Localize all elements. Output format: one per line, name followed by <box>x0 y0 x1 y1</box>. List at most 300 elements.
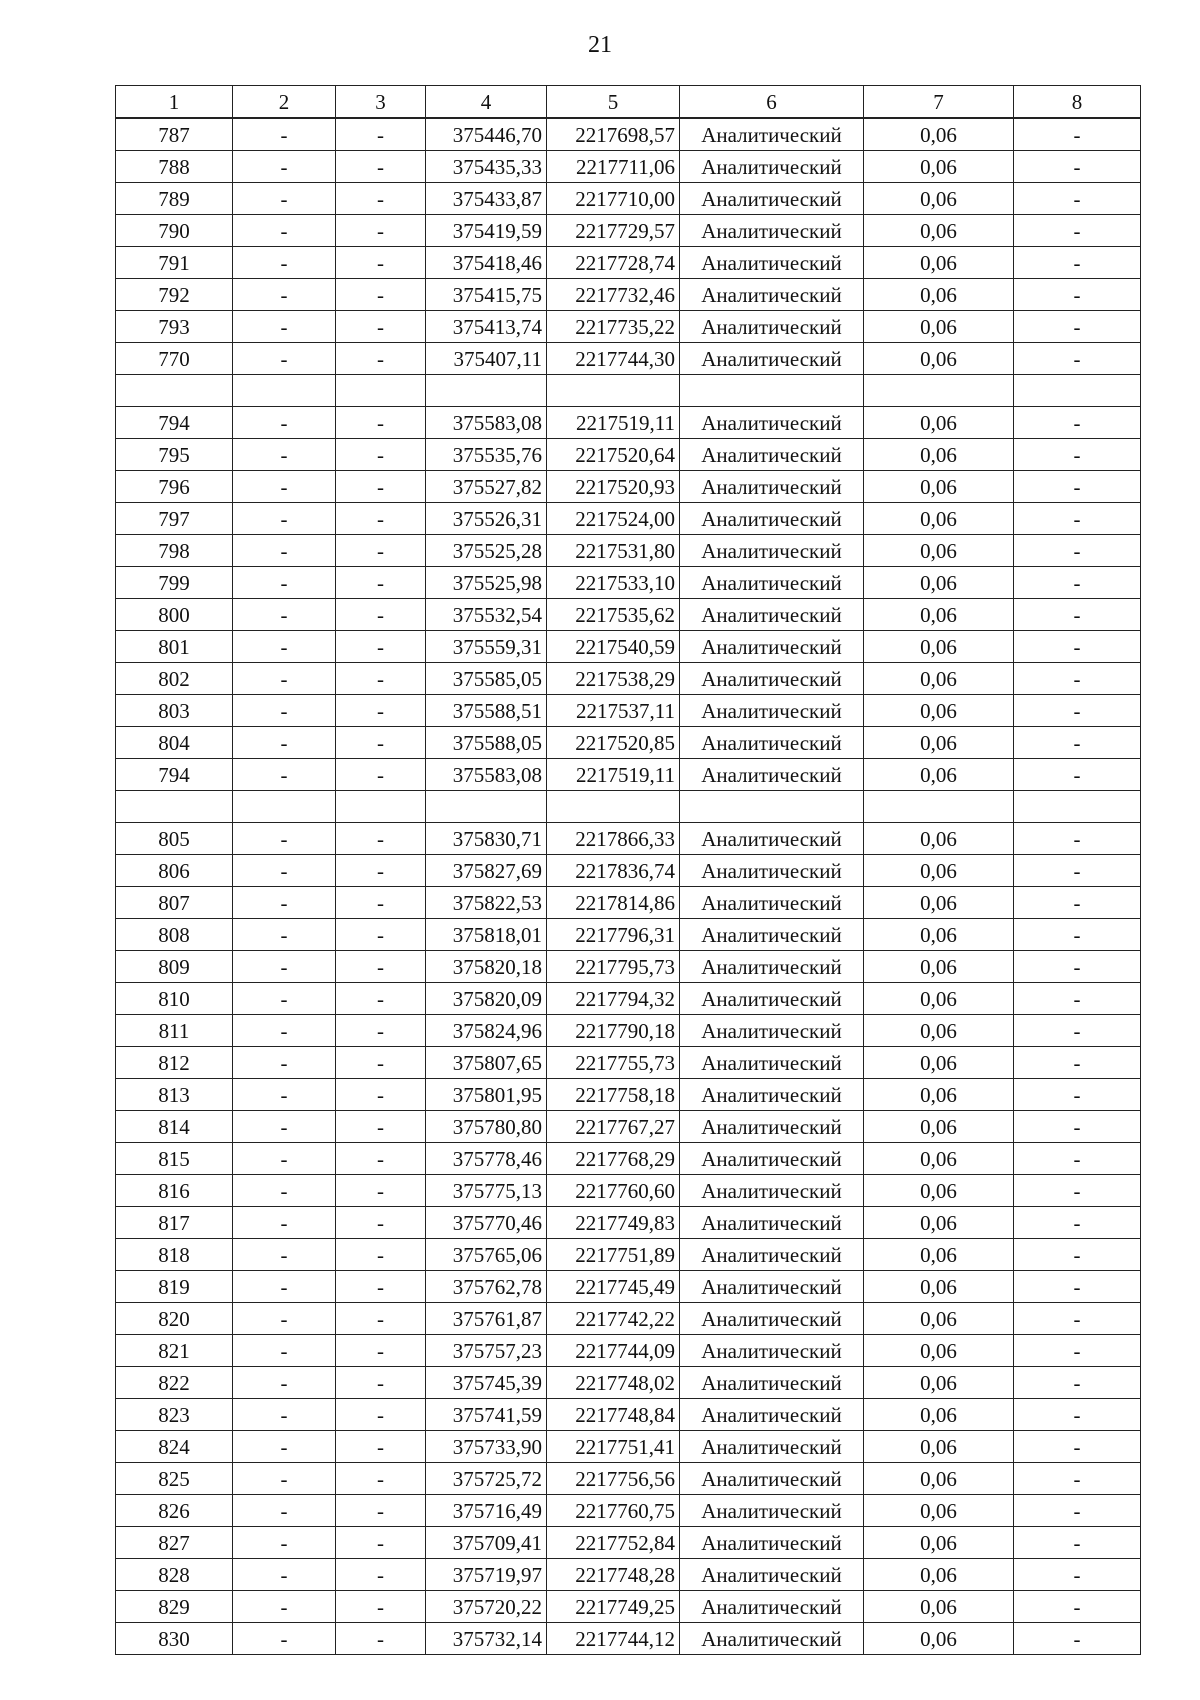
method-cell: Аналитический <box>680 1207 864 1239</box>
col8-cell: - <box>1014 407 1141 439</box>
point-number-cell: 813 <box>116 1079 233 1111</box>
y-coordinate-cell: 2217795,73 <box>547 951 680 983</box>
method-cell: Аналитический <box>680 1591 864 1623</box>
table-row <box>116 1047 1141 1079</box>
col3-cell: - <box>336 1207 426 1239</box>
col3-cell: - <box>336 1559 426 1591</box>
method-cell: Аналитический <box>680 951 864 983</box>
column-header: 5 <box>547 86 680 119</box>
y-coordinate-cell: 2217533,10 <box>547 567 680 599</box>
accuracy-cell: 0,06 <box>864 1623 1014 1655</box>
col2-cell: - <box>233 567 336 599</box>
col2-cell <box>233 375 336 407</box>
col3-cell: - <box>336 695 426 727</box>
point-number-cell: 795 <box>116 439 233 471</box>
col2-cell: - <box>233 215 336 247</box>
accuracy-cell: 0,06 <box>864 1143 1014 1175</box>
col8-cell: - <box>1014 1623 1141 1655</box>
accuracy-cell: 0,06 <box>864 1463 1014 1495</box>
x-coordinate-cell: 375820,18 <box>426 951 547 983</box>
col8-cell: - <box>1014 535 1141 567</box>
col3-cell: - <box>336 599 426 631</box>
col3-cell: - <box>336 151 426 183</box>
col3-cell: - <box>336 1335 426 1367</box>
col8-cell: - <box>1014 631 1141 663</box>
accuracy-cell: 0,06 <box>864 1527 1014 1559</box>
col2-cell: - <box>233 439 336 471</box>
col2-cell <box>233 791 336 823</box>
col3-cell: - <box>336 343 426 375</box>
col3-cell: - <box>336 407 426 439</box>
accuracy-cell: 0,06 <box>864 759 1014 791</box>
col8-cell: - <box>1014 1143 1141 1175</box>
col3-cell: - <box>336 663 426 695</box>
col8-cell: - <box>1014 1367 1141 1399</box>
table-row <box>116 1463 1141 1495</box>
point-number-cell: 827 <box>116 1527 233 1559</box>
point-number-cell: 808 <box>116 919 233 951</box>
col8-cell: - <box>1014 1591 1141 1623</box>
col2-cell: - <box>233 1495 336 1527</box>
y-coordinate-cell: 2217744,30 <box>547 343 680 375</box>
table-row <box>116 1591 1141 1623</box>
col3-cell: - <box>336 1303 426 1335</box>
accuracy-cell: 0,06 <box>864 343 1014 375</box>
table-row <box>116 1271 1141 1303</box>
col3-cell: - <box>336 1239 426 1271</box>
col2-cell: - <box>233 183 336 215</box>
accuracy-cell: 0,06 <box>864 1271 1014 1303</box>
table-row <box>116 1079 1141 1111</box>
point-number-cell: 794 <box>116 759 233 791</box>
table-row <box>116 983 1141 1015</box>
col3-cell <box>336 791 426 823</box>
y-coordinate-cell: 2217752,84 <box>547 1527 680 1559</box>
table-row <box>116 1495 1141 1527</box>
col8-cell: - <box>1014 1207 1141 1239</box>
x-coordinate-cell: 375709,41 <box>426 1527 547 1559</box>
col8-cell: - <box>1014 439 1141 471</box>
col8-cell: - <box>1014 1111 1141 1143</box>
point-number-cell: 800 <box>116 599 233 631</box>
x-coordinate-cell: 375807,65 <box>426 1047 547 1079</box>
y-coordinate-cell: 2217520,85 <box>547 727 680 759</box>
y-coordinate-cell: 2217535,62 <box>547 599 680 631</box>
point-number-cell: 803 <box>116 695 233 727</box>
table-row <box>116 503 1141 535</box>
accuracy-cell: 0,06 <box>864 1495 1014 1527</box>
col2-cell: - <box>233 1367 336 1399</box>
x-coordinate-cell: 375780,80 <box>426 1111 547 1143</box>
method-cell: Аналитический <box>680 983 864 1015</box>
x-coordinate-cell: 375827,69 <box>426 855 547 887</box>
method-cell: Аналитический <box>680 599 864 631</box>
col8-cell: - <box>1014 279 1141 311</box>
accuracy-cell: 0,06 <box>864 1559 1014 1591</box>
table-row <box>116 951 1141 983</box>
x-coordinate-cell: 375765,06 <box>426 1239 547 1271</box>
method-cell: Аналитический <box>680 1111 864 1143</box>
point-number-cell: 797 <box>116 503 233 535</box>
y-coordinate-cell: 2217767,27 <box>547 1111 680 1143</box>
col2-cell: - <box>233 855 336 887</box>
col8-cell: - <box>1014 1015 1141 1047</box>
col2-cell: - <box>233 1623 336 1655</box>
accuracy-cell: 0,06 <box>864 599 1014 631</box>
coordinates-table <box>115 85 1141 1655</box>
table-row <box>116 663 1141 695</box>
col2-cell: - <box>233 983 336 1015</box>
y-coordinate-cell <box>547 791 680 823</box>
point-number-cell: 798 <box>116 535 233 567</box>
column-header: 3 <box>336 86 426 119</box>
point-number-cell: 796 <box>116 471 233 503</box>
accuracy-cell: 0,06 <box>864 663 1014 695</box>
point-number-cell: 802 <box>116 663 233 695</box>
point-number-cell: 806 <box>116 855 233 887</box>
col2-cell: - <box>233 535 336 567</box>
col2-cell: - <box>233 1111 336 1143</box>
accuracy-cell: 0,06 <box>864 118 1014 151</box>
point-number-cell: 804 <box>116 727 233 759</box>
accuracy-cell: 0,06 <box>864 1207 1014 1239</box>
x-coordinate-cell: 375535,76 <box>426 439 547 471</box>
column-header: 8 <box>1014 86 1141 119</box>
accuracy-cell: 0,06 <box>864 823 1014 855</box>
col8-cell: - <box>1014 759 1141 791</box>
col8-cell: - <box>1014 1463 1141 1495</box>
y-coordinate-cell: 2217790,18 <box>547 1015 680 1047</box>
col2-cell: - <box>233 631 336 663</box>
col2-cell: - <box>233 599 336 631</box>
method-cell: Аналитический <box>680 215 864 247</box>
table-row <box>116 1207 1141 1239</box>
method-cell: Аналитический <box>680 1271 864 1303</box>
y-coordinate-cell: 2217866,33 <box>547 823 680 855</box>
method-cell: Аналитический <box>680 279 864 311</box>
col2-cell: - <box>233 1303 336 1335</box>
x-coordinate-cell: 375526,31 <box>426 503 547 535</box>
point-number-cell: 801 <box>116 631 233 663</box>
col8-cell: - <box>1014 1239 1141 1271</box>
method-cell <box>680 375 864 407</box>
method-cell: Аналитический <box>680 1047 864 1079</box>
accuracy-cell: 0,06 <box>864 1047 1014 1079</box>
accuracy-cell: 0,06 <box>864 535 1014 567</box>
point-number-cell: 823 <box>116 1399 233 1431</box>
col3-cell: - <box>336 1271 426 1303</box>
y-coordinate-cell: 2217760,75 <box>547 1495 680 1527</box>
accuracy-cell: 0,06 <box>864 1079 1014 1111</box>
method-cell: Аналитический <box>680 183 864 215</box>
point-number-cell: 824 <box>116 1431 233 1463</box>
y-coordinate-cell: 2217728,74 <box>547 247 680 279</box>
method-cell: Аналитический <box>680 439 864 471</box>
col3-cell: - <box>336 279 426 311</box>
point-number-cell: 814 <box>116 1111 233 1143</box>
accuracy-cell: 0,06 <box>864 1335 1014 1367</box>
point-number-cell <box>116 791 233 823</box>
x-coordinate-cell: 375732,14 <box>426 1623 547 1655</box>
col3-cell: - <box>336 1111 426 1143</box>
col3-cell: - <box>336 1367 426 1399</box>
col8-cell: - <box>1014 1335 1141 1367</box>
x-coordinate-cell <box>426 375 547 407</box>
x-coordinate-cell: 375418,46 <box>426 247 547 279</box>
x-coordinate-cell: 375415,75 <box>426 279 547 311</box>
col8-cell: - <box>1014 951 1141 983</box>
col2-cell: - <box>233 759 336 791</box>
x-coordinate-cell: 375407,11 <box>426 343 547 375</box>
method-cell: Аналитический <box>680 471 864 503</box>
point-number-cell: 818 <box>116 1239 233 1271</box>
y-coordinate-cell: 2217744,12 <box>547 1623 680 1655</box>
y-coordinate-cell: 2217794,32 <box>547 983 680 1015</box>
col8-cell <box>1014 791 1141 823</box>
col2-cell: - <box>233 1591 336 1623</box>
col2-cell: - <box>233 1399 336 1431</box>
method-cell: Аналитический <box>680 1015 864 1047</box>
y-coordinate-cell: 2217540,59 <box>547 631 680 663</box>
x-coordinate-cell: 375559,31 <box>426 631 547 663</box>
col2-cell: - <box>233 1271 336 1303</box>
x-coordinate-cell: 375433,87 <box>426 183 547 215</box>
y-coordinate-cell: 2217748,02 <box>547 1367 680 1399</box>
col8-cell: - <box>1014 151 1141 183</box>
method-cell: Аналитический <box>680 695 864 727</box>
col3-cell: - <box>336 887 426 919</box>
y-coordinate-cell: 2217748,28 <box>547 1559 680 1591</box>
method-cell: Аналитический <box>680 1431 864 1463</box>
x-coordinate-cell: 375583,08 <box>426 407 547 439</box>
col3-cell: - <box>336 1047 426 1079</box>
y-coordinate-cell: 2217744,09 <box>547 1335 680 1367</box>
col8-cell: - <box>1014 727 1141 759</box>
x-coordinate-cell: 375770,46 <box>426 1207 547 1239</box>
y-coordinate-cell: 2217758,18 <box>547 1079 680 1111</box>
col3-cell: - <box>336 1015 426 1047</box>
col8-cell: - <box>1014 1399 1141 1431</box>
col2-cell: - <box>233 1559 336 1591</box>
col3-cell: - <box>336 1079 426 1111</box>
table-row <box>116 151 1141 183</box>
col2-cell: - <box>233 247 336 279</box>
col2-cell: - <box>233 1239 336 1271</box>
col2-cell: - <box>233 951 336 983</box>
method-cell: Аналитический <box>680 1335 864 1367</box>
method-cell: Аналитический <box>680 1143 864 1175</box>
col8-cell: - <box>1014 471 1141 503</box>
accuracy-cell <box>864 791 1014 823</box>
point-number-cell: 805 <box>116 823 233 855</box>
y-coordinate-cell: 2217710,00 <box>547 183 680 215</box>
col3-cell: - <box>336 1399 426 1431</box>
x-coordinate-cell: 375446,70 <box>426 118 547 151</box>
col3-cell: - <box>336 118 426 151</box>
point-number-cell: 788 <box>116 151 233 183</box>
col8-cell: - <box>1014 1271 1141 1303</box>
accuracy-cell: 0,06 <box>864 183 1014 215</box>
col8-cell: - <box>1014 983 1141 1015</box>
y-coordinate-cell: 2217520,64 <box>547 439 680 471</box>
point-number-cell: 793 <box>116 311 233 343</box>
col3-cell: - <box>336 983 426 1015</box>
accuracy-cell: 0,06 <box>864 311 1014 343</box>
method-cell: Аналитический <box>680 919 864 951</box>
point-number-cell: 787 <box>116 118 233 151</box>
col8-cell: - <box>1014 503 1141 535</box>
col3-cell: - <box>336 1591 426 1623</box>
point-number-cell: 789 <box>116 183 233 215</box>
col8-cell: - <box>1014 343 1141 375</box>
col3-cell: - <box>336 727 426 759</box>
col3-cell: - <box>336 1175 426 1207</box>
accuracy-cell: 0,06 <box>864 567 1014 599</box>
page-number: 21 <box>588 32 612 58</box>
col2-cell: - <box>233 1015 336 1047</box>
y-coordinate-cell: 2217748,84 <box>547 1399 680 1431</box>
accuracy-cell: 0,06 <box>864 1015 1014 1047</box>
column-header: 7 <box>864 86 1014 119</box>
col2-cell: - <box>233 1175 336 1207</box>
method-cell: Аналитический <box>680 118 864 151</box>
x-coordinate-cell: 375527,82 <box>426 471 547 503</box>
x-coordinate-cell: 375775,13 <box>426 1175 547 1207</box>
col3-cell <box>336 375 426 407</box>
table-row <box>116 1527 1141 1559</box>
col2-cell: - <box>233 823 336 855</box>
col2-cell: - <box>233 919 336 951</box>
col3-cell: - <box>336 471 426 503</box>
point-number-cell: 815 <box>116 1143 233 1175</box>
table-row <box>116 1303 1141 1335</box>
accuracy-cell: 0,06 <box>864 1111 1014 1143</box>
method-cell: Аналитический <box>680 759 864 791</box>
y-coordinate-cell: 2217745,49 <box>547 1271 680 1303</box>
point-number-cell: 790 <box>116 215 233 247</box>
table-row <box>116 887 1141 919</box>
accuracy-cell: 0,06 <box>864 695 1014 727</box>
x-coordinate-cell: 375719,97 <box>426 1559 547 1591</box>
col8-cell: - <box>1014 183 1141 215</box>
column-header: 6 <box>680 86 864 119</box>
x-coordinate-cell: 375830,71 <box>426 823 547 855</box>
col2-cell: - <box>233 727 336 759</box>
col8-cell: - <box>1014 1559 1141 1591</box>
method-cell: Аналитический <box>680 823 864 855</box>
point-number-cell: 812 <box>116 1047 233 1079</box>
method-cell: Аналитический <box>680 1463 864 1495</box>
point-number-cell: 821 <box>116 1335 233 1367</box>
method-cell <box>680 791 864 823</box>
col8-cell: - <box>1014 919 1141 951</box>
accuracy-cell: 0,06 <box>864 919 1014 951</box>
accuracy-cell: 0,06 <box>864 1399 1014 1431</box>
x-coordinate-cell: 375824,96 <box>426 1015 547 1047</box>
method-cell: Аналитический <box>680 1399 864 1431</box>
table-row <box>116 1559 1141 1591</box>
table-row <box>116 247 1141 279</box>
y-coordinate-cell: 2217814,86 <box>547 887 680 919</box>
x-coordinate-cell: 375761,87 <box>426 1303 547 1335</box>
col3-cell: - <box>336 247 426 279</box>
table-row <box>116 759 1141 791</box>
accuracy-cell: 0,06 <box>864 631 1014 663</box>
col2-cell: - <box>233 151 336 183</box>
method-cell: Аналитический <box>680 727 864 759</box>
method-cell: Аналитический <box>680 887 864 919</box>
x-coordinate-cell: 375419,59 <box>426 215 547 247</box>
accuracy-cell: 0,06 <box>864 1175 1014 1207</box>
accuracy-cell: 0,06 <box>864 407 1014 439</box>
col3-cell: - <box>336 919 426 951</box>
col3-cell: - <box>336 567 426 599</box>
table-row <box>116 919 1141 951</box>
x-coordinate-cell: 375801,95 <box>426 1079 547 1111</box>
col3-cell: - <box>336 535 426 567</box>
point-number-cell: 794 <box>116 407 233 439</box>
table-row <box>116 791 1141 823</box>
y-coordinate-cell: 2217519,11 <box>547 407 680 439</box>
table-row <box>116 1367 1141 1399</box>
accuracy-cell: 0,06 <box>864 215 1014 247</box>
point-number-cell: 826 <box>116 1495 233 1527</box>
method-cell: Аналитический <box>680 1079 864 1111</box>
table-row <box>116 407 1141 439</box>
x-coordinate-cell: 375525,98 <box>426 567 547 599</box>
x-coordinate-cell: 375741,59 <box>426 1399 547 1431</box>
table-row <box>116 631 1141 663</box>
table-row <box>116 439 1141 471</box>
x-coordinate-cell: 375720,22 <box>426 1591 547 1623</box>
method-cell: Аналитический <box>680 343 864 375</box>
col3-cell: - <box>336 439 426 471</box>
x-coordinate-cell: 375818,01 <box>426 919 547 951</box>
col2-cell: - <box>233 118 336 151</box>
method-cell: Аналитический <box>680 631 864 663</box>
x-coordinate-cell: 375757,23 <box>426 1335 547 1367</box>
col3-cell: - <box>336 215 426 247</box>
x-coordinate-cell: 375532,54 <box>426 599 547 631</box>
y-coordinate-cell <box>547 375 680 407</box>
x-coordinate-cell: 375716,49 <box>426 1495 547 1527</box>
method-cell: Аналитический <box>680 855 864 887</box>
point-number-cell: 809 <box>116 951 233 983</box>
table-row <box>116 1239 1141 1271</box>
accuracy-cell: 0,06 <box>864 1591 1014 1623</box>
y-coordinate-cell: 2217796,31 <box>547 919 680 951</box>
accuracy-cell: 0,06 <box>864 247 1014 279</box>
accuracy-cell: 0,06 <box>864 1303 1014 1335</box>
col2-cell: - <box>233 1079 336 1111</box>
table-row <box>116 567 1141 599</box>
col3-cell: - <box>336 503 426 535</box>
method-cell: Аналитический <box>680 1175 864 1207</box>
accuracy-cell: 0,06 <box>864 279 1014 311</box>
y-coordinate-cell: 2217524,00 <box>547 503 680 535</box>
col2-cell: - <box>233 1047 336 1079</box>
accuracy-cell: 0,06 <box>864 1367 1014 1399</box>
col2-cell: - <box>233 1431 336 1463</box>
table-row <box>116 1335 1141 1367</box>
col8-cell: - <box>1014 1495 1141 1527</box>
col2-cell: - <box>233 1335 336 1367</box>
table-row <box>116 1175 1141 1207</box>
col3-cell: - <box>336 631 426 663</box>
table-row <box>116 535 1141 567</box>
method-cell: Аналитический <box>680 1623 864 1655</box>
table-row <box>116 118 1141 151</box>
